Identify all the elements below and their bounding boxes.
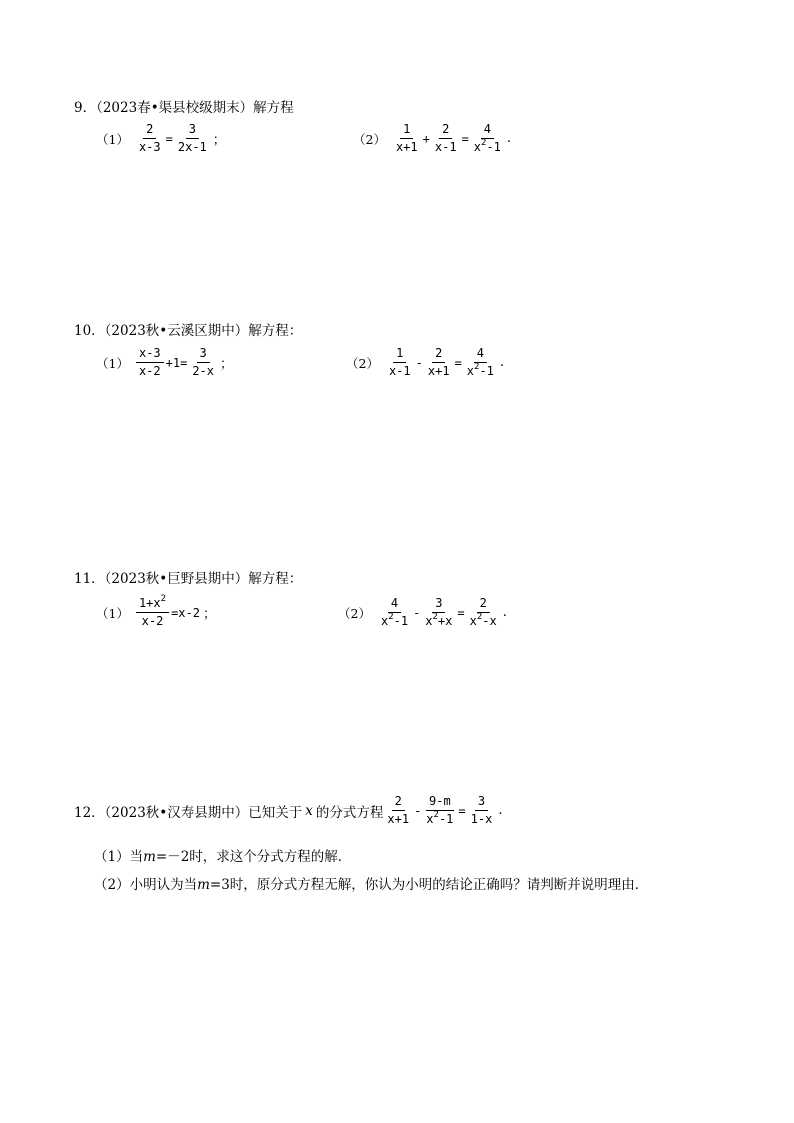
fraction: $\frac{x-3}{x-2}$ [136, 346, 164, 379]
operator: - [415, 355, 423, 370]
q10-part1-equation [96, 346, 233, 379]
punctuation: ； [220, 357, 234, 372]
question-9-heading: 9．（2023春•渠县校级期末）解方程 [74, 100, 294, 116]
operator: - [414, 803, 422, 818]
part-label: （1） [96, 355, 129, 371]
punctuation: ； [212, 133, 226, 148]
fraction: $\frac{2}{x+1}$ [387, 794, 410, 826]
fraction: $\frac{2}{x-1}$ [434, 122, 457, 154]
fraction: $\frac{2}{x+1}$ [427, 346, 450, 378]
equals-sign: = [457, 605, 465, 620]
q11-part1-equation [96, 596, 216, 629]
operator: - [413, 605, 421, 620]
fraction: $\frac{9-m}{x^2-1}$ [426, 794, 454, 826]
question-12-heading [74, 794, 502, 827]
heading-text: 12．（2023秋•汉寿县期中）已知关于 [74, 804, 303, 821]
punctuation: . [499, 355, 505, 370]
punctuation: . [506, 131, 512, 146]
operator: + [422, 131, 430, 146]
operator: +1= [165, 355, 188, 370]
q9-part1-equation [96, 122, 226, 155]
operator: =x-2 [171, 605, 200, 620]
punctuation: . [498, 803, 503, 818]
fraction: $\frac{4}{x^2-1}$ [380, 596, 409, 628]
q10-part2-equation [346, 346, 504, 379]
part-label: （2） [338, 605, 371, 621]
fraction: $\frac{3}{2x-1}$ [177, 122, 207, 154]
fraction: $\frac{3}{2-x}$ [192, 346, 215, 378]
equals-sign: = [165, 131, 173, 146]
part-label: （1） [96, 605, 129, 621]
fraction: $\frac{1}{x+1}$ [395, 122, 418, 154]
fraction: $\frac{2}{x-3}$ [138, 122, 161, 154]
fraction: $\frac{4}{x^2-1}$ [466, 346, 494, 378]
part-label: （1） [96, 131, 129, 147]
fraction: $\frac{3}{x^2+x}$ [425, 596, 453, 628]
variable: x [305, 802, 313, 819]
q12-subquestion-1: （1）当m=－2时，求这个分式方程的解． [94, 849, 352, 865]
punctuation: ； [202, 607, 216, 622]
equals-sign: = [458, 803, 466, 818]
fraction: $\frac{4}{x^2-1}$ [473, 122, 501, 154]
q11-part2-equation [338, 596, 507, 629]
equals-sign: = [454, 355, 462, 370]
part-label: （2） [346, 355, 379, 371]
fraction: $\frac{3}{1-x}$ [470, 794, 493, 826]
q9-part2-equation [353, 122, 511, 155]
question-10-heading: 10．（2023秋•云溪区期中）解方程： [74, 323, 303, 339]
question-11-heading: 11．（2023秋•巨野县期中）解方程： [74, 571, 303, 587]
punctuation: . [502, 605, 507, 620]
part-label: （2） [353, 131, 386, 147]
equals-sign: = [461, 131, 469, 146]
heading-text: 的分式方程 [315, 804, 384, 821]
fraction: $\frac{2}{x^2-x}$ [469, 596, 497, 628]
fraction: $\frac{1}{x-1}$ [388, 346, 411, 378]
fraction: $\frac{1+x^2}{x-2}$ [136, 596, 169, 629]
q12-subquestion-2: （2）小明认为当m=3时，原分式方程无解，你认为小明的结论正确吗？请判断并说明理由． [94, 877, 649, 893]
